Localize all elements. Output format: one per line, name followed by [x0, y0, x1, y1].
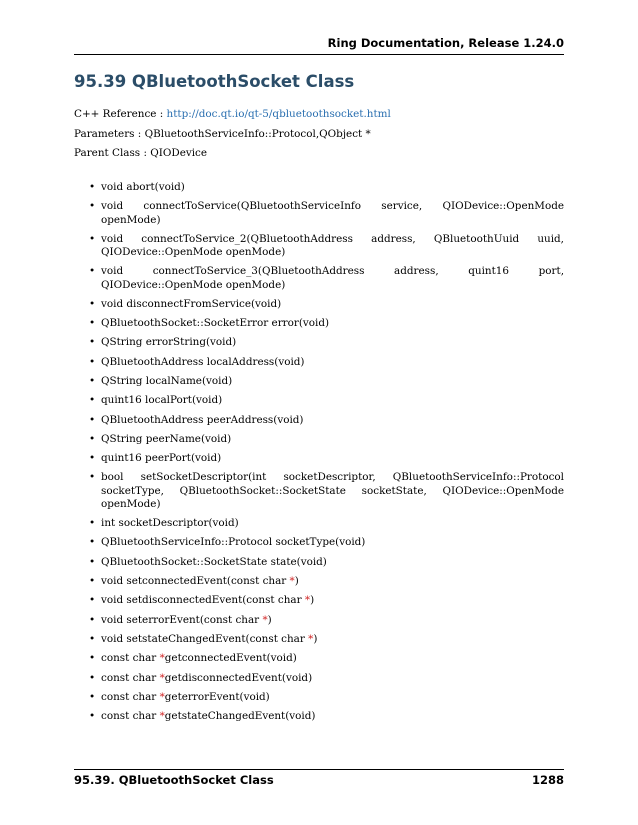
- bullet-icon: •: [89, 181, 96, 193]
- pointer-asterisk: *: [159, 710, 165, 723]
- bullet-icon: •: [89, 336, 96, 349]
- bullet-icon: •: [89, 555, 96, 568]
- bullet-icon: •: [89, 594, 96, 607]
- method-list-item: [74, 536, 564, 549]
- bullet-icon: •: [89, 374, 96, 387]
- method-signature: bool setSocketDescriptor(int socketDescriptor, QBluetoothServiceInfo::Protocol socketType, QBluetoothSocket::SocketState socketState, QIODevice::OpenMode openMode): [101, 471, 564, 510]
- footer-divider: [74, 769, 564, 770]
- method-list-item: [74, 652, 564, 665]
- bullet-icon: •: [89, 613, 96, 626]
- header-divider: [74, 54, 564, 55]
- method-list-item: [74, 575, 564, 588]
- method-list-item: [74, 614, 564, 627]
- method-signature-prefix: const char: [101, 652, 160, 665]
- method-signature-suffix: ): [313, 632, 318, 645]
- parameters-line: Parameters : QBluetoothServiceInfo::Protocol,QObject *: [74, 128, 371, 140]
- bullet-icon: •: [89, 355, 96, 368]
- section-title: 95.39 QBluetoothSocket Class: [74, 72, 355, 91]
- bullet-icon: •: [89, 536, 96, 549]
- pointer-asterisk: *: [262, 613, 268, 626]
- method-list-item: [74, 710, 564, 723]
- cpp-reference-line: [74, 108, 391, 120]
- pointer-asterisk: *: [159, 652, 165, 665]
- method-list-item: [74, 471, 564, 511]
- method-list: [74, 181, 564, 729]
- method-signature: void connectToService_2(QBluetoothAddress address, QBluetoothUuid uuid, QIODevice::OpenMode openMode): [101, 232, 564, 258]
- method-list-item: [74, 356, 564, 369]
- cpp-reference-label: C++ Reference :: [74, 108, 167, 120]
- method-signature-prefix: void seterrorEvent(const char: [101, 613, 263, 626]
- method-signature: QBluetoothAddress localAddress(void): [101, 355, 305, 368]
- method-signature: void connectToService_3(QBluetoothAddress address, quint16 port, QIODevice::OpenMode openMode): [101, 265, 564, 291]
- method-list-item: [74, 336, 564, 349]
- bullet-icon: •: [89, 432, 96, 445]
- cpp-reference-link[interactable]: http://doc.qt.io/qt-5/qbluetoothsocket.html: [166, 108, 391, 120]
- pointer-asterisk: *: [159, 671, 165, 684]
- method-signature: QBluetoothServiceInfo::Protocol socketType(void): [101, 536, 366, 549]
- bullet-icon: •: [89, 297, 96, 310]
- bullet-icon: •: [89, 471, 96, 484]
- method-list-item: [74, 594, 564, 607]
- method-signature: QBluetoothAddress peerAddress(void): [101, 413, 304, 426]
- method-signature: quint16 peerPort(void): [101, 452, 222, 465]
- method-signature-prefix: const char: [101, 671, 160, 684]
- method-signature-suffix: geterrorEvent(void): [164, 690, 270, 703]
- bullet-icon: •: [89, 671, 96, 684]
- bullet-icon: •: [89, 652, 96, 665]
- method-signature: QBluetoothSocket::SocketError error(void): [101, 317, 330, 330]
- method-list-item: [74, 233, 564, 259]
- bullet-icon: •: [89, 200, 96, 213]
- method-signature: void abort(void): [101, 181, 185, 193]
- page-number: 1288: [531, 773, 564, 787]
- method-signature-suffix: ): [310, 594, 315, 607]
- bullet-icon: •: [89, 232, 96, 245]
- bullet-icon: •: [89, 413, 96, 426]
- method-signature: QString localName(void): [101, 374, 233, 387]
- method-list-item: [74, 265, 564, 291]
- bullet-icon: •: [89, 690, 96, 703]
- pointer-asterisk: *: [308, 632, 314, 645]
- method-list-item: [74, 633, 564, 646]
- method-list-item: [74, 691, 564, 704]
- method-signature-suffix: ): [267, 613, 272, 626]
- pointer-asterisk: *: [159, 690, 165, 703]
- method-signature-suffix: ): [294, 575, 299, 588]
- parent-class-line: Parent Class : QIODevice: [74, 147, 208, 159]
- method-list-item: [74, 517, 564, 530]
- method-signature: QString peerName(void): [101, 432, 232, 445]
- method-signature: QString errorString(void): [101, 336, 237, 349]
- running-header: Ring Documentation, Release 1.24.0: [327, 36, 564, 50]
- method-signature-suffix: getdisconnectedEvent(void): [164, 671, 313, 684]
- method-signature-suffix: getconnectedEvent(void): [164, 652, 297, 665]
- method-signature: QBluetoothSocket::SocketState state(void): [101, 555, 327, 568]
- method-list-item: [74, 414, 564, 427]
- method-list-item: [74, 375, 564, 388]
- method-signature: int socketDescriptor(void): [101, 517, 239, 530]
- footer-section-title: 95.39. QBluetoothSocket Class: [74, 773, 274, 787]
- method-list-item: [74, 181, 564, 194]
- method-signature: void connectToService(QBluetoothServiceInfo service, QIODevice::OpenMode openMode): [101, 200, 564, 226]
- method-signature: quint16 localPort(void): [101, 394, 223, 407]
- method-list-item: [74, 452, 564, 465]
- bullet-icon: •: [89, 517, 96, 530]
- method-list-item: [74, 433, 564, 446]
- method-signature-prefix: void setdisconnectedEvent(const char: [101, 594, 305, 607]
- method-list-item: [74, 672, 564, 685]
- bullet-icon: •: [89, 710, 96, 723]
- bullet-icon: •: [89, 452, 96, 465]
- bullet-icon: •: [89, 317, 96, 330]
- method-signature-prefix: const char: [101, 690, 160, 703]
- method-list-item: [74, 394, 564, 407]
- pointer-asterisk: *: [289, 575, 295, 588]
- method-list-item: [74, 556, 564, 569]
- pointer-asterisk: *: [304, 594, 311, 607]
- method-signature-prefix: const char: [101, 710, 160, 723]
- bullet-icon: •: [89, 632, 96, 645]
- method-signature-suffix: getstateChangedEvent(void): [164, 710, 316, 723]
- method-signature: void disconnectFromService(void): [101, 297, 282, 310]
- method-signature-prefix: void setstateChangedEvent(const char: [101, 632, 309, 645]
- method-list-item: [74, 298, 564, 311]
- method-list-item: [74, 200, 564, 226]
- bullet-icon: •: [89, 265, 96, 278]
- method-signature-prefix: void setconnectedEvent(const char: [101, 575, 290, 588]
- bullet-icon: •: [89, 575, 96, 588]
- bullet-icon: •: [89, 394, 96, 407]
- method-list-item: [74, 317, 564, 330]
